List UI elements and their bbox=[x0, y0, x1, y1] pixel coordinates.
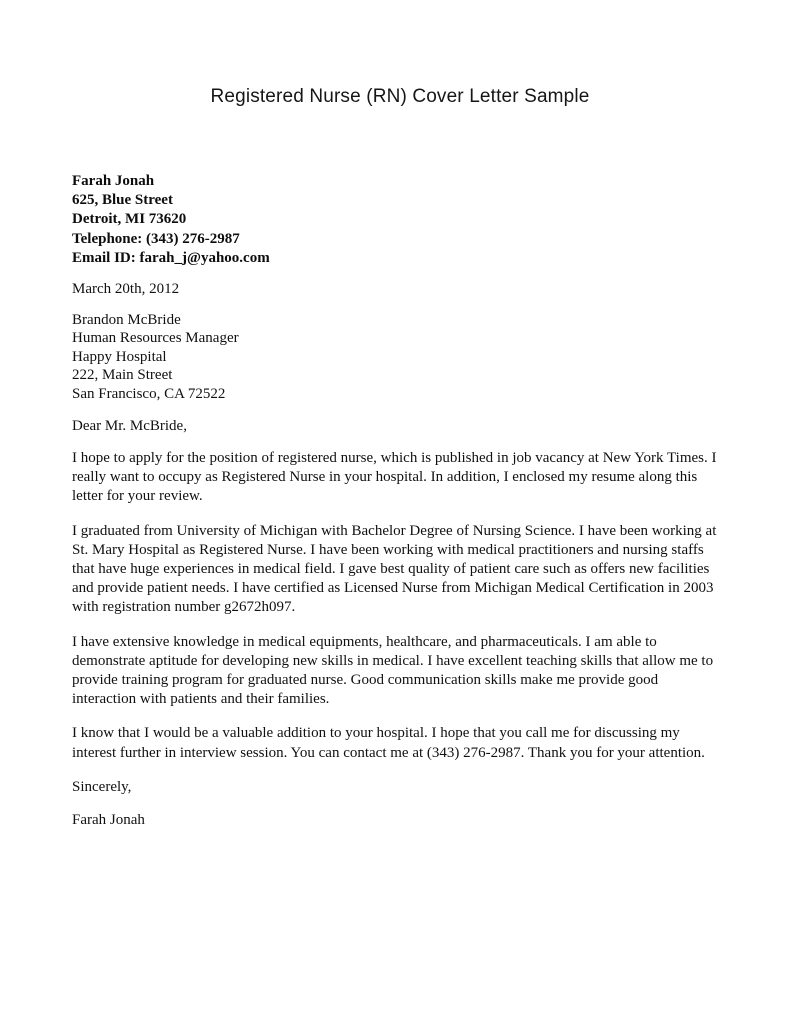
sender-name: Farah Jonah bbox=[72, 173, 155, 189]
body-paragraph: I know that I would be a valuable addition to your hospital. I hope that you call me for discussing my interest further in interview session. You can contact me at (343) 276-2987. Thank you for your attention. bbox=[72, 725, 705, 761]
recipient-address-block bbox=[72, 311, 722, 403]
closing-salutation: Sincerely, bbox=[72, 778, 132, 795]
signature-name: Farah Jonah bbox=[72, 811, 145, 828]
recipient-organization: Happy Hospital bbox=[72, 348, 167, 365]
sender-telephone: Telephone: (343) 276-2987 bbox=[72, 230, 240, 247]
sender-email: Email ID: farah_j@yahoo.com bbox=[72, 249, 270, 266]
letter-date: March 20th, 2012 bbox=[72, 281, 180, 298]
recipient-job-title: Human Resources Manager bbox=[72, 330, 239, 347]
cover-letter-body bbox=[72, 172, 722, 830]
recipient-street: 222, Main Street bbox=[72, 367, 173, 384]
body-paragraph: I hope to apply for the position of registered nurse, which is published in job vacancy at New York Times. I really want to occupy as Registered Nurse in your hospital. In addition, I enclosed my resume along this letter for your review. bbox=[72, 450, 717, 505]
body-paragraph: I graduated from University of Michigan with Bachelor Degree of Nursing Science. I have been working at St. Mary Hospital as Registered Nurse. I have been working with medical practitioners and nursing staffs that have huge experiences in medical field. I gave best quality of patient care such as offers new facilities and provide patient needs. I have certified as Licensed Nurse from Michigan Medical Certification in 2003 with registration number g2672h097. bbox=[72, 522, 717, 616]
page-title: Registered Nurse (RN) Cover Letter Sample bbox=[210, 86, 590, 107]
body-paragraph: I have extensive knowledge in medical equipments, healthcare, and pharmaceuticals. I am able to demonstrate aptitude for developing new skills in medical. I have excellent teaching skills that allow me to provide training program for graduated nurse. Good communication skills make me provide good interaction with patients and their families. bbox=[72, 633, 714, 708]
recipient-city-state-zip: San Francisco, CA 72522 bbox=[72, 385, 226, 402]
sender-address-block bbox=[72, 172, 722, 268]
recipient-name: Brandon McBride bbox=[72, 312, 181, 329]
salutation: Dear Mr. McBride, bbox=[72, 418, 187, 435]
sender-street: 625, Blue Street bbox=[72, 192, 173, 209]
sender-city-state-zip: Detroit, MI 73620 bbox=[72, 211, 187, 228]
